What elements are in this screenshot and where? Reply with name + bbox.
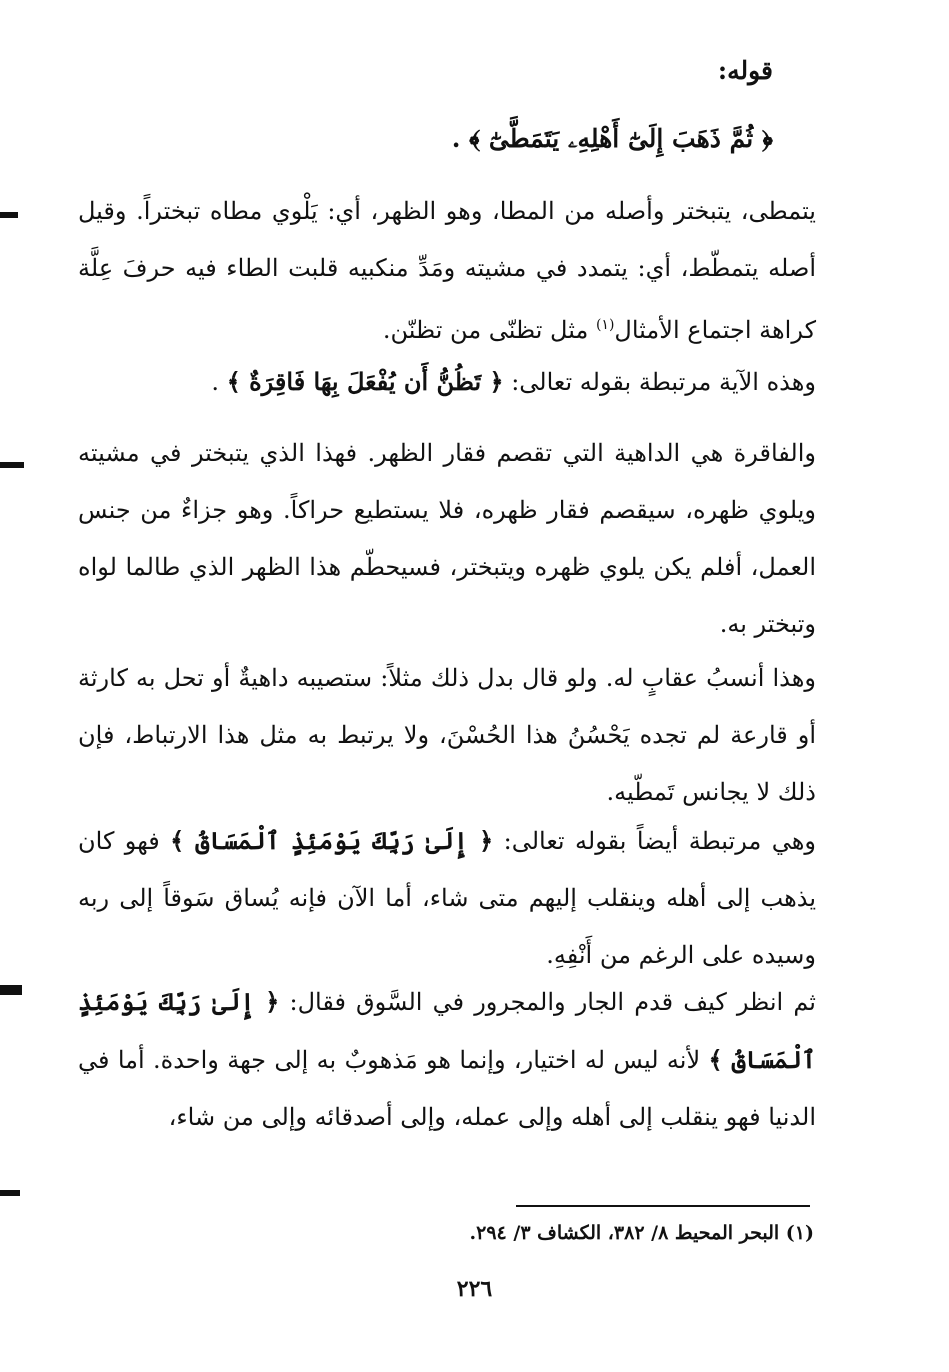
- page-number: ٢٢٦: [456, 1276, 493, 1302]
- scan-margin-mark: [0, 462, 24, 468]
- section-heading: قوله:: [717, 56, 773, 85]
- scan-margin-mark: [0, 212, 18, 218]
- paragraph-5-text: وهي مرتبطة أيضاً بقوله تعالى:: [493, 827, 817, 855]
- quran-quote: ﴿ إِلَىٰ رَبِّكَ يَوْمَئِذٍ ٱلْمَسَاقُ ﴾: [170, 826, 494, 855]
- scan-margin-mark: [0, 1190, 20, 1196]
- paragraph-5: [78, 812, 816, 984]
- paragraph-2-text-end: .: [211, 368, 227, 396]
- paragraph-4: وهذا أنسبُ عقابٍ له. ولو قال بدل ذلك مثلاً: ستصيبه داهيةٌ أو تحل به كارثة أو قارعة لم تجده يَحْسُنُ هذا الحُسْنَ، ولا يرتبط به مثل هذا الارتباط، فإن ذلك لا يجانس تَمطّيه.: [78, 664, 816, 806]
- footnote-reference: (١): [595, 317, 615, 333]
- quran-verse: ﴿ ثُمَّ ذَهَبَ إِلَىٰٓ أَهْلِهِۦ يَتَمَطَّىٰٓ ﴾ .: [451, 124, 773, 153]
- footnote: (١) البحر المحيط ٨/ ٣٨٢، الكشاف ٣/ ٢٩٤.: [469, 1222, 814, 1244]
- paragraph-2-text: وهذه الآية مرتبطة بقوله تعالى:: [503, 368, 816, 396]
- paragraph-1: [78, 183, 816, 359]
- paragraph-2: [78, 353, 816, 411]
- scan-margin-mark: [0, 985, 22, 995]
- quran-quote: ﴿ إِلَىٰ رَبِّكَ يَوْمَئِذٍ ٱلْمَسَاقُ ﴾: [78, 987, 816, 1074]
- footnote-divider: [516, 1205, 810, 1207]
- paragraph-3: والفاقرة هي الداهية التي تقصم فقار الظهر. فهذا الذي يتبختر في مشيته ويلوي ظهره، سيقصم فقار ظهره، فلا يستطيع حراكاً. وهو جزاءٌ من جنس العمل، أفلم يكن يلوي ظهره ويتبختر، فسيحطّم هذا الظهر الذي طالما لواه وتبختر به.: [78, 439, 816, 638]
- paragraph-6-text: ثم انظر كيف قدم الجار والمجرور في السَّوق فقال:: [279, 988, 816, 1016]
- quran-quote: ﴿ تَظُنُّ أَن يُفْعَلَ بِهَا فَاقِرَةٌ ﴾: [226, 367, 504, 396]
- paragraph-1-text: يتمطى، يتبختر وأصله من المطا، وهو الظهر، أي: يَلْوي مطاه تبختراً. وقيل أصله يتمطّط، أي: يتمدد في مشيته ومَدِّ منكبيه قلبت الطاء فيه حرفَ عِلَّة كراهة اجتماع الأمثال: [78, 197, 816, 344]
- paragraph-1-text-end: مثل تظنّى من تظنّن.: [382, 316, 596, 344]
- paragraph-5-text-end: فهو كان يذهب إلى أهله وينقلب إليهم متى شاء، أما الآن فإنه يُساق سَوقاً إلى ربه وسيده على الرغم من أَنْفِهِ.: [78, 827, 817, 969]
- paragraph-6-text-end: لأنه ليس له اختيار، وإنما هو مَذهوبٌ به إلى جهة واحدة. أما في الدنيا فهو ينقلب إلى أهله وإلى عمله، وإلى أصدقائه وإلى من شاء،: [78, 1046, 816, 1131]
- paragraph-6: [78, 973, 816, 1146]
